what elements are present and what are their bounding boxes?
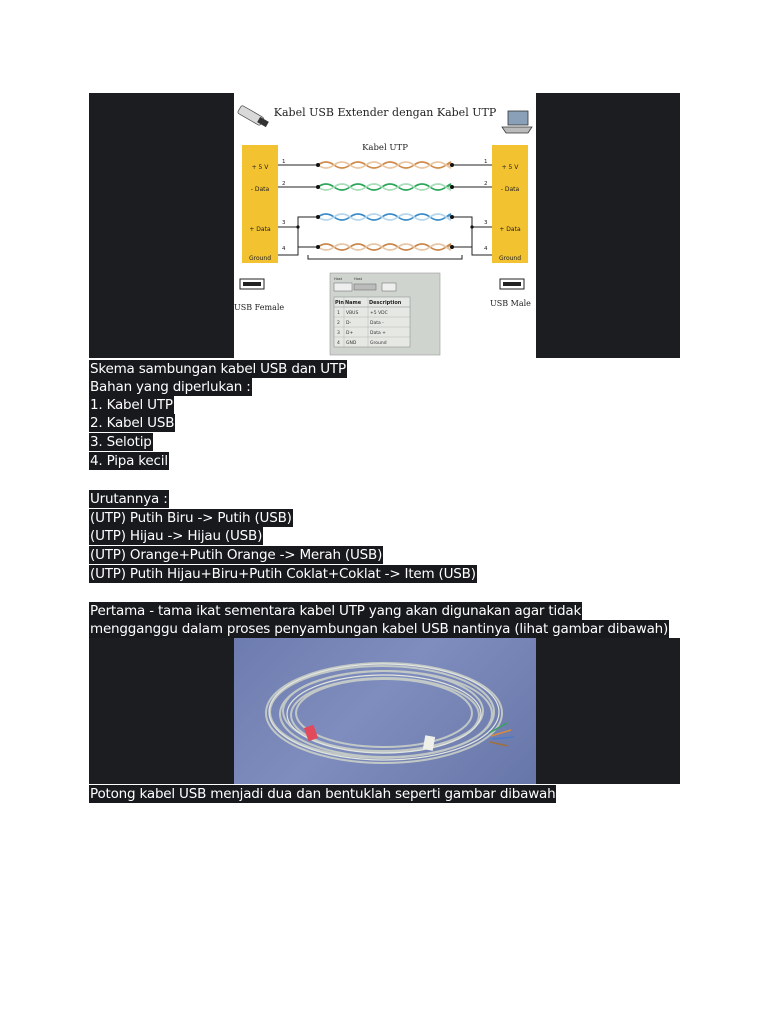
table-cell: 2: [337, 321, 340, 326]
usb-stick-icon: [237, 105, 269, 127]
order-item: (UTP) Putih Hijau+Biru+Putih Coklat+Coklat -> Item (USB): [90, 566, 476, 582]
table-cell: 3: [337, 331, 340, 336]
diagram-caption: Skema sambungan kabel USB dan UTP: [90, 361, 346, 377]
junction-dots: [296, 163, 473, 249]
table-cell: D-: [346, 321, 352, 326]
left-pin-label: + 5 V: [251, 164, 269, 171]
table-cell: Data +: [370, 331, 386, 336]
table-header: Pin: [335, 300, 344, 306]
left-connector-block: [242, 145, 278, 263]
table-cell: +5 VDC: [370, 311, 388, 316]
right-pin-label: + Data: [499, 226, 521, 233]
table-cell: 1: [337, 311, 340, 316]
usb-male-port-icon: [500, 279, 524, 289]
pin-number: 2: [282, 181, 286, 187]
materials-heading: Bahan yang diperlukan :: [90, 379, 251, 395]
table-small-header: Host: [354, 277, 362, 281]
usb-female-port-icon: [240, 279, 264, 289]
right-pin-label: + 5 V: [501, 164, 519, 171]
table-cell: VBUS: [346, 311, 359, 316]
laptop-icon: [502, 111, 532, 133]
left-pin-label: - Data: [250, 186, 270, 193]
usb-utp-diagram: [234, 93, 536, 358]
order-item: (UTP) Orange+Putih Orange -> Merah (USB): [90, 547, 383, 563]
right-pin-label: Ground: [498, 255, 522, 262]
order-item: (UTP) Hijau -> Hijau (USB): [90, 528, 263, 544]
pin-number: 4: [282, 246, 286, 252]
table-cell: D+: [346, 331, 354, 336]
materials-item: 1. Kabel UTP: [90, 397, 173, 413]
pin-number: 2: [484, 181, 488, 187]
table-small-header: Host: [334, 277, 342, 281]
pin-number: 4: [484, 246, 488, 252]
cable-label: Kabel UTP: [362, 143, 408, 153]
diagram-svg: [234, 93, 536, 358]
order-heading: Urutannya :: [90, 491, 168, 507]
table-cell: GND: [346, 341, 357, 346]
pin-number: 3: [282, 220, 286, 226]
right-connector-block: [492, 145, 528, 263]
materials-item: 3. Selotip: [90, 434, 152, 450]
utp-cable-coil-photo: [234, 638, 536, 784]
left-pin-label: + Data: [249, 226, 271, 233]
pin-number: 1: [282, 159, 286, 165]
paragraph-line: Potong kabel USB menjadi dua dan bentuklah seperti gambar dibawah: [90, 786, 556, 802]
pin-number: 3: [484, 220, 488, 226]
usb-male-label: USB Male: [490, 299, 531, 308]
materials-item: 4. Pipa kecil: [90, 453, 168, 469]
usb-female-label: USB Female: [234, 303, 285, 312]
left-pin-label: Ground: [248, 255, 272, 262]
right-pin-label: - Data: [500, 186, 520, 193]
table-header: Description: [369, 300, 402, 306]
pin-table: [330, 273, 440, 355]
order-item: (UTP) Putih Biru -> Putih (USB): [90, 510, 292, 526]
cable-coil-illustration: [234, 638, 536, 784]
twisted-pairs: [318, 162, 451, 250]
paragraph-line: Pertama - tama ikat sementara kabel UTP yang akan digunakan agar tidak: [90, 603, 582, 619]
table-header: Name: [345, 300, 362, 306]
paragraph-line: mengganggu dalam proses penyambungan kabel USB nantinya (lihat gambar dibawah): [90, 621, 669, 637]
diagram-title: Kabel USB Extender dengan Kabel UTP: [273, 106, 497, 119]
table-cell: Data -: [370, 321, 384, 326]
table-cell: 4: [337, 341, 340, 346]
table-cell: Ground: [370, 341, 387, 346]
pin-number: 1: [484, 159, 488, 165]
materials-item: 2. Kabel USB: [90, 415, 175, 431]
